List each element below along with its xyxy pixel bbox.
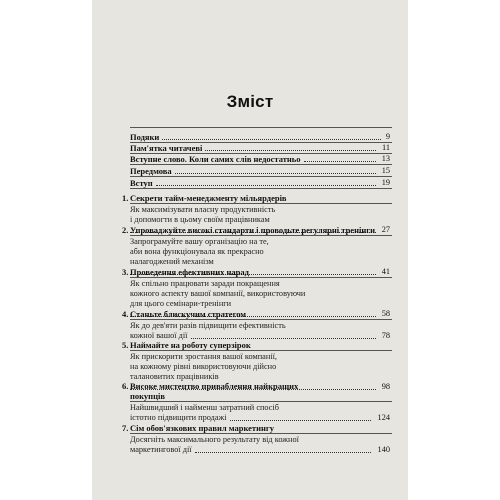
chapter-subtitle: Як спільно працювати заради покращення: [130, 279, 280, 288]
chapter-subtitle: Досягніть максимального результату від кожної: [130, 435, 299, 444]
dot-leader: [191, 338, 377, 339]
toc-entry-page: 11: [382, 143, 390, 152]
divider: [130, 164, 392, 165]
divider: [130, 401, 392, 402]
chapter-subtitle: Як прискорити зростання вашої компанії,: [130, 352, 277, 361]
dot-leader: [156, 185, 376, 186]
chapter-number: 6.: [122, 381, 129, 391]
chapter-subtitle: кожного аспекту вашої компанії, використовуючи: [130, 289, 306, 298]
chapter-page: 98: [381, 382, 390, 391]
chapter-subtitle: Як до дев'яти разів підвищити ефективність: [130, 321, 286, 330]
dot-leader: [230, 420, 371, 421]
chapter-subtitle: аби вона функціонувала як прекрасно: [130, 247, 264, 256]
toc-entry-page: 19: [381, 178, 390, 187]
chapter-subtitle: Найшвидший і найменш затратний спосіб: [130, 403, 279, 412]
chapter-subtitle: налагоджений механізм: [130, 257, 214, 266]
dot-leader: [195, 452, 371, 453]
chapter-subtitle: на кожному рівні використовуючи дійсно: [130, 362, 277, 371]
chapter-title: Проведення ефективних нарад: [130, 267, 249, 277]
chapter-title: Станьте блискучим стратегом: [130, 309, 247, 319]
chapter-page: 41: [381, 267, 390, 276]
chapter-title: Наймайте на роботу суперзірок: [130, 340, 251, 350]
toc-entry-page: 13: [381, 154, 390, 163]
chapter-page: 78: [381, 331, 390, 340]
chapter-subtitle: маркетингової дії: [130, 445, 192, 454]
toc-entry-page: 9: [385, 132, 390, 141]
divider: [130, 277, 392, 278]
book-page: [92, 0, 408, 500]
chapter-number: 1.: [122, 193, 129, 203]
chapter-subtitle: Запрограмуйте вашу організацію на те,: [130, 237, 269, 246]
chapter-number: 4.: [122, 309, 129, 319]
chapter-title: Високе мистецтво приваблення найкращих: [130, 381, 299, 391]
chapter-subtitle: істотно підвищити продажі: [130, 413, 227, 422]
dot-leader: [304, 161, 376, 162]
chapter-title: Упроваджуйте високі стандарти і проводьте регулярні тренінги: [130, 225, 375, 235]
toc-entry-title: Передмова: [130, 166, 172, 176]
toc-entry-title: Пам'ятка читачеві: [130, 143, 203, 153]
chapter-page: 27: [381, 225, 390, 234]
chapter-number: 3.: [122, 267, 129, 277]
divider: [130, 235, 392, 236]
chapter-page: 124: [377, 413, 390, 422]
divider: [130, 127, 392, 128]
chapter-subtitle: Як максимізувати власну продуктивність: [130, 205, 276, 214]
chapter-title: покупців: [130, 391, 165, 401]
chapter-subtitle: для цього семінари-тренінги: [130, 299, 232, 308]
chapter-page: 140: [377, 445, 390, 454]
divider: [130, 319, 392, 320]
divider: [130, 350, 392, 351]
divider: [130, 176, 392, 177]
divider: [130, 433, 392, 434]
toc-entry-title: Вступне слово. Коли самих слів недостатньо: [130, 154, 301, 164]
toc-entry-page: 15: [381, 166, 390, 175]
divider: [130, 188, 392, 189]
chapter-title: Сім обов'язкових правил маркетингу: [130, 423, 274, 433]
dot-leader: [175, 173, 376, 174]
toc-entry-title: Вступ: [130, 178, 153, 188]
chapter-number: 7.: [122, 423, 129, 433]
toc-entry-title: Подяки: [130, 132, 160, 142]
page-title: Зміст: [226, 92, 274, 111]
chapter-title: Секрети тайм-менеджменту мільярдерів: [130, 193, 287, 203]
dot-leader: [205, 150, 376, 151]
chapter-number: 2.: [122, 225, 129, 235]
dot-leader: [162, 139, 381, 140]
divider: [130, 203, 392, 204]
chapter-number: 5.: [122, 340, 129, 350]
chapter-subtitle: кожної вашої дії: [130, 331, 188, 340]
chapter-page: 58: [381, 309, 390, 318]
chapter-subtitle: талановитих працівників: [130, 372, 219, 381]
chapter-subtitle: і допомогти в цьому своїм працівникам: [130, 215, 270, 224]
